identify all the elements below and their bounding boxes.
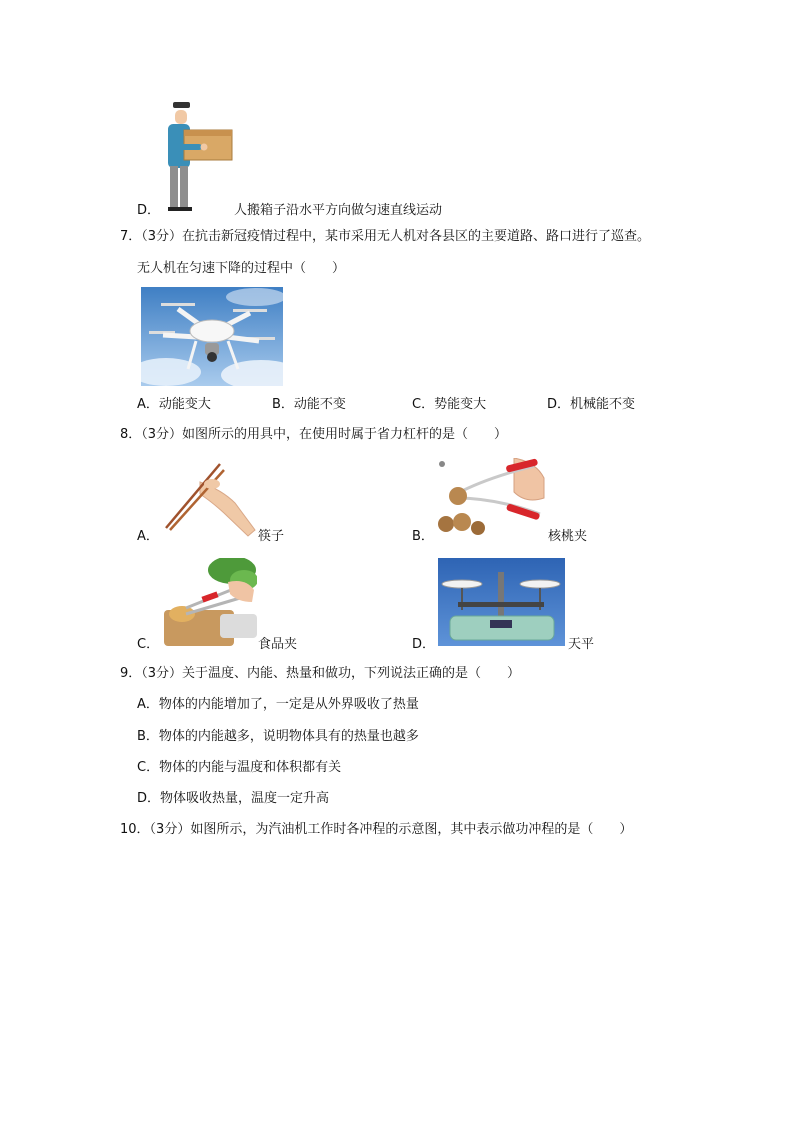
food-tongs-image — [162, 558, 257, 646]
chopsticks-image — [160, 458, 257, 538]
q8-option-d-letter: D． — [412, 637, 436, 652]
q8-stem: 8．（3分）如图所示的用具中，在使用时属于省力杠杆的是（ ） — [120, 427, 508, 442]
q7-option-a: A．动能变大 — [137, 397, 211, 412]
q10-stem: 10．（3分）如图所示，为汽油机工作时各冲程的示意图，其中表示做功冲程的是（ ） — [120, 822, 633, 837]
q9-option-c: C．物体的内能与温度和体积都有关 — [137, 760, 342, 775]
q7-option-c: C．势能变大 — [412, 397, 487, 412]
drone-image — [141, 287, 283, 386]
q9-option-d: D．物体吸收热量，温度一定升高 — [137, 791, 330, 806]
q9-option-b: B．物体的内能越多，说明物体具有的热量也越多 — [137, 729, 419, 744]
q8-option-b-label: 核桃夹 — [548, 529, 588, 544]
q8-option-c-label: 食品夹 — [258, 637, 298, 652]
person-carrying-box-image — [160, 100, 235, 215]
balance-scale-image — [438, 558, 565, 646]
q6-option-d-letter: D． — [137, 203, 161, 218]
q8-option-d-label: 天平 — [568, 637, 595, 652]
q9-stem: 9．（3分）关于温度、内能、热量和做功，下列说法正确的是（ ） — [120, 666, 521, 681]
q8-option-a-letter: A． — [137, 529, 159, 544]
q7-option-b: B．动能不变 — [272, 397, 346, 412]
q6-option-d-text: 人搬箱子沿水平方向做匀速直线运动 — [234, 203, 443, 218]
q8-option-b-letter: B． — [412, 529, 434, 544]
q7-stem-line1: 7．（3分）在抗击新冠疫情过程中，某市采用无人机对各县区的主要道路、路口进行了巡查。 — [120, 229, 651, 244]
nutcracker-image — [436, 458, 546, 538]
q7-option-d: D．机械能不变 — [547, 397, 636, 412]
q8-option-c-letter: C． — [137, 637, 160, 652]
q8-option-a-label: 筷子 — [258, 529, 285, 544]
q7-stem-line2: 无人机在匀速下降的过程中（ ） — [137, 261, 346, 276]
q9-option-a: A．物体的内能增加了，一定是从外界吸收了热量 — [137, 697, 419, 712]
